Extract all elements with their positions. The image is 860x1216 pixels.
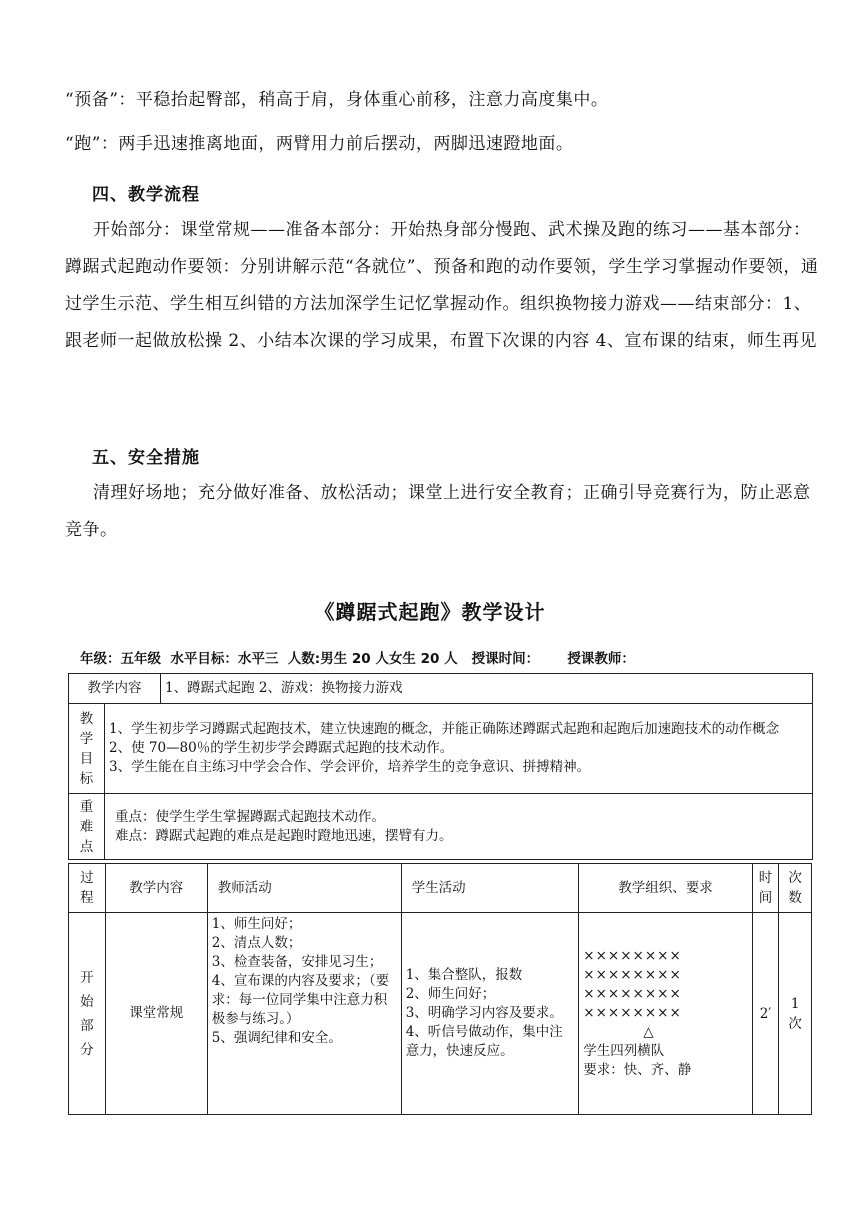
count-value-text: 1次 (788, 995, 802, 1032)
time-value-text: 2′ (759, 1005, 772, 1022)
difficult-point: 难点：蹲踞式起跑的难点是起跑时蹬地迅速，摆臂有力。 (115, 827, 453, 844)
teacher-activity: 4、宣布课的内容及要求；（要求：每一位同学集中注意力积极参与练习。） (211, 973, 390, 1027)
intro-line-ready: “预备”：平稳抬起臀部，稍高于肩，身体重心前移，注意力高度集中。 (65, 90, 609, 110)
header-process-2 (69, 864, 106, 913)
table-row-start (69, 913, 812, 1115)
header-organization-2: 教学组织、要求 (579, 864, 753, 913)
goal-label (69, 704, 105, 794)
process-start (69, 913, 106, 1115)
difficulty-content (105, 794, 813, 860)
section4-text: 开始部分：课堂常规——准备本部分：开始热身部分慢跑、武术操及跑的练习——基本部分：蹲踞式起跑动作要领：分别讲解示范“各就位”、预备和跑的动作要领，学生学习掌握动作要领，通过学生示范、学生相互纠错的方法加深学生记忆掌握动作。组织换物接力游戏——结束部分：1、跟老师一起做放松操 2、小结本次课的学习成果，布置下次课的内容 4、宣布课的结束，师生再见 (65, 220, 819, 351)
design-info-line: 年级：五年级 水平目标：水平三 人数:男生 20 人女生 20 人 授课时间： 授课教师： (80, 651, 635, 667)
student-activity: 2、师生问好； (405, 986, 496, 1002)
section5-text: 清理好场地；充分做好准备、放松活动；课堂上进行安全教育；正确引导竞赛行为，防止恶意竞争。 (65, 483, 811, 540)
teacher-activity: 5、强调纪律和安全。 (211, 1030, 342, 1046)
header-count (779, 864, 812, 913)
formation-row: ×××××××× (583, 1005, 682, 1021)
difficulty-label (69, 794, 105, 860)
formation-cell (579, 913, 753, 1115)
formation-caption: 学生四列横队 (583, 1043, 665, 1059)
goal-item: 3、学生能在自主练习中学会合作、学会评价，培养学生的竞争意识、拼搏精神。 (109, 759, 591, 775)
teacher-activities (207, 913, 401, 1115)
goal-item: 1、学生初步学习蹲踞式起跑技术，建立快速跑的概念，并能正确陈述蹲踞式起跑和起跑后加速跑技术的动作概念 (109, 721, 780, 737)
content-routine: 课堂常规 (105, 913, 207, 1115)
student-activity: 1、集合整队，报数 (405, 967, 523, 983)
content-value: 1、蹲踞式起跑 2、游戏：换物接力游戏 (161, 674, 813, 704)
goal-list (105, 704, 813, 794)
design-title: 《蹲踞式起跑》教学设计 (314, 600, 546, 624)
difficulty-label-text: 重难点 (79, 798, 94, 855)
header-teacher-2: 教师活动 (207, 864, 401, 913)
formation-row: ×××××××× (583, 948, 682, 964)
goal-item: 2、使 70—80％的学生初步学会蹲踞式起跑的技术动作。 (109, 740, 454, 756)
goal-label-text: 教学目标 (79, 710, 94, 787)
student-activity: 3、明确学习内容及要求。 (405, 1005, 563, 1021)
section4-heading: 四、教学流程 (92, 185, 200, 205)
teacher-activity: 1、师生问好； (211, 916, 302, 932)
student-activity: 4、听信号做动作，集中注意力，快速反应。 (405, 1024, 563, 1059)
header-student-2: 学生活动 (401, 864, 579, 913)
student-activities (401, 913, 579, 1115)
table-row-difficulty (69, 794, 813, 860)
formation-row: ×××××××× (583, 986, 682, 1002)
lesson-design-table (68, 673, 813, 860)
teacher-activity: 3、检查装备，安排见习生； (211, 954, 383, 970)
header-time-text: 时间 (758, 870, 773, 906)
section5-heading: 五、安全措施 (92, 448, 200, 468)
intro-line-run: “跑”：两手迅速推离地面，两臂用力前后摆动，两脚迅速蹬地面。 (65, 134, 574, 154)
formation-requirement: 要求：快、齐、静 (583, 1062, 692, 1078)
header-content-2: 教学内容 (105, 864, 207, 913)
header-time (752, 864, 779, 913)
formation-row: ×××××××× (583, 967, 682, 983)
header-count-text: 次数 (788, 870, 802, 906)
process-start-text: 开始部分 (80, 969, 94, 1058)
teacher-activity: 2、清点人数； (211, 935, 302, 951)
header-process-text-2: 过程 (80, 870, 94, 906)
count-value (779, 913, 812, 1115)
table-header-row-2 (69, 864, 812, 913)
content-label: 教学内容 (69, 674, 161, 704)
table-row-content (69, 674, 813, 704)
lesson-design-table-body (68, 863, 812, 1115)
teacher-position-icon: △ (643, 1024, 655, 1040)
time-value (752, 913, 779, 1115)
table-row-goals (69, 704, 813, 794)
key-point: 重点：使学生学生掌握蹲踞式起跑技术动作。 (115, 808, 385, 825)
